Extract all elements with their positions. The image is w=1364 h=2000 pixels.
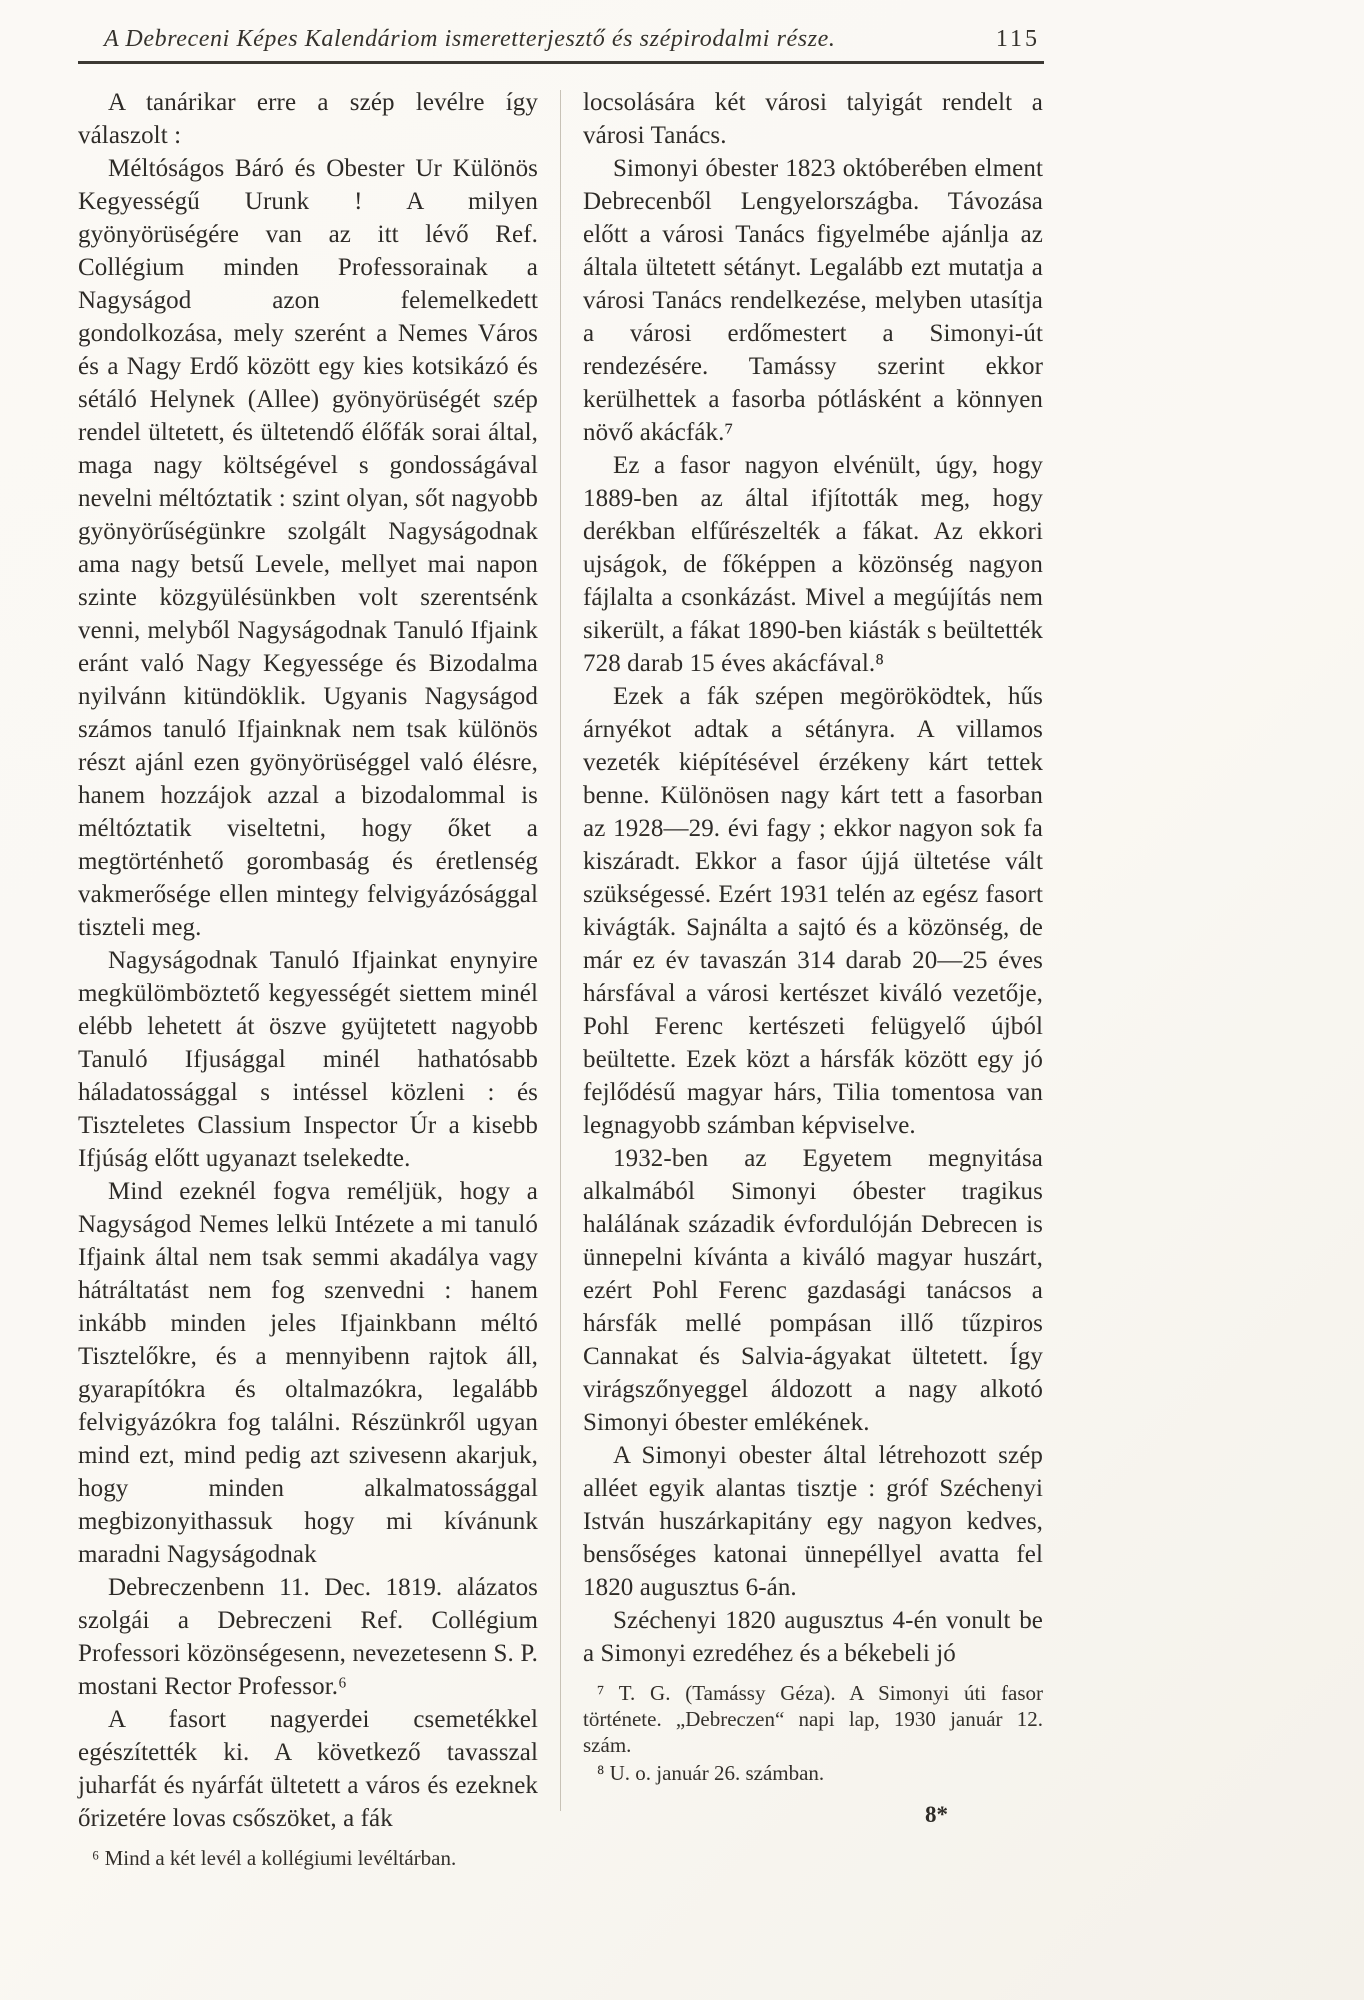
paragraph: A tanárikar erre a szép levélre így válaszolt : [78,89,538,149]
text-block [78,26,1044,1871]
paragraph: Debreczenbenn 11. Dec. 1819. alázatos szolgái a Debreczeni Ref. Collégium Professori közönségesenn, nevezetesenn S. P. mostani Rector Professor.⁶ [78,1574,538,1700]
column-divider [560,90,561,1811]
footnote: ⁸ U. o. január 26. számban. [597,1761,825,1785]
running-title: A Debreceni Képes Kalendáriom ismeretterjesztő és szépirodalmi része. [104,26,836,52]
paragraph: Méltóságos Báró és Obester Ur Különös Kegyességű Urunk ! A milyen gyönyörüségére van az itt lévő Ref. Collégium minden Professorainak a Nagyságod azon felemelkedett gondolkozása, mely szerént a Nemes Város és a Nagy Erdő között egy kies kotsikázó és sétáló Helynek (Allee) gyönyörüségét szép rendel ültetett, és ültetendő élőfák sorai által, maga nagy költségével s gondosságával nevelni méltóztatik : szint olyan, sőt nagyobb gyönyörűségünkre szolgált Nagyságodnak ama nagy betsű Levele, mellyet mai napon szinte közgyülésünkben volt szerentsénk venni, melyből Nagyságodnak Tanuló Ifjaink eránt való Nagy Kegyessége és Bizodalma nyilvánn kitündöklik. Ugyanis Nagyságod számos tanuló Ifjainknak nem tsak különös részt ajánl ezen gyönyörüséggel való élésre, hanem hozzájok azzal a bizodalommal is méltóztatik viseltetni, hogy őket a megtörténhető gorombaság és éretlenség vakmerősége ellen mintegy felvigyázósággal tiszteli meg. [78,155,538,941]
paragraph: Ez a fasor nagyon elvénült, úgy, hogy 1889-ben az által ifjították meg, hogy derékban elfűrészelték a fákat. Az ekkori ujságok, de főképpen a közönség nagyon fájlalta a csonkázást. Mivel a megújítás nem sikerült, a fákat 1890-ben kiásták s beültették 728 darab 15 éves akácfával.⁸ [583,452,1043,677]
paragraph: 1932-ben az Egyetem megnyitása alkalmából Simonyi óbester tragikus halálának századik évfordulóján Debrecen is ünnepelni kívánta a kiváló magyar huszárt, ezért Pohl Ferenc gazdasági tanácsos a hársfák mellé pompásan illő tűzpiros Cannakat és Salvia-ágyakat ültetett. Így virágszőnyeggel áldozott a nagy alkotó Simonyi óbester emlékének. [583,1145,1043,1436]
right-column [583,86,1043,1871]
left-column [78,86,538,1871]
footnotes-block [583,1680,1043,1786]
paragraph: locsolására két városi talyigát rendelt a városi Tanács. [583,89,1043,149]
paragraph: Ezek a fák szépen megöröködtek, hűs árnyékot adtak a sétányra. A villamos vezeték kiépítésével érzékeny kárt tettek benne. Különösen nagy kárt tett a fasorban az 1928—29. évi fagy ; ekkor nagyon sok fa kiszáradt. Ekkor a fasor újjá ültetése vált szükségessé. Ezért 1931 telén az egész fasort kivágták. Sajnálta a sajtó és a közönség, de már ez év tavaszán 314 darab 20—25 éves hársfával a városi kertészet kiváló vezetője, Pohl Ferenc kertészeti felügyelő újból beültette. Ezek közt a hársfák között egy jó fejlődésű magyar hárs, Tilia tomentosa van legnagyobb számban képviselve. [583,683,1043,1139]
paragraph: A fasort nagyerdei csemetékkel egészítették ki. A következő tavasszal juharfát és nyárfát ültetett a város és ezeknek őrizetére lovas csőszöket, a fák [78,1706,538,1832]
footnote: ⁷ T. G. (Tamássy Géza). A Simonyi úti fasor története. „Debreczen“ napi lap, 1930 január 12. szám. [583,1681,1043,1757]
two-column-layout [78,86,1044,1871]
paragraph: Simonyi óbester 1823 októberében elment Debrecenből Lengyelországba. Távozása előtt a városi Tanács figyelmébe ajánlja az általa ültetett sétányt. Legalább ezt mutatja a városi Tanács rendelkezése, melyben utasítja a városi erdőmestert a Simonyi-út rendezésére. Tamássy szerint ekkor kerülhettek a fasorba pótlásként a könnyen növő akácfák.⁷ [583,155,1043,446]
page-header [78,26,1044,64]
page-number: 115 [995,26,1040,52]
signature-mark: 8* [925,1802,948,1827]
footnote: ⁶ Mind a két levél a kollégiumi levéltárban. [92,1846,457,1870]
paragraph: Nagyságodnak Tanuló Ifjainkat enynyire megkülömböztető kegyességét siettem minél elébb lehetett át öszve gyüjtetett nagyobb Tanuló Ifjusággal minél hathatósabb háladatossággal s intéssel közleni : és Tiszteletes Classium Inspector Úr a kisebb Ifjúság előtt ugyanazt tselekedte. [78,947,538,1172]
paragraph: Mind ezeknél fogva reméljük, hogy a Nagyságod Nemes lelkü Intézete a mi tanuló Ifjaink által nem tsak semmi akadálya vagy hátráltatást nem fog szenvedni : hanem inkább minden jeles Ifjainkbann méltó Tisztelőkre, és a mennyibenn rajtok áll, gyarapítókra és oltalmazókra, legalább felvigyázókra fog találni. Részünkről ugyan mind ezt, mind pedig azt szivesenn akarjuk, hogy minden alkalmatossággal megbizonyithassuk hogy mi kívánunk maradni Nagyságodnak [78,1178,538,1568]
paragraph: Széchenyi 1820 augusztus 4-én vonult be a Simonyi ezredéhez és a békebeli jó [583,1607,1043,1667]
paragraph: A Simonyi obester által létrehozott szép alléet egyik alantas tisztje : gróf Széchenyi István huszárkapitány egy nagyon kedves, bensőséges katonai ünnepéllyel avatta fel 1820 augusztus 6-án. [583,1442,1043,1601]
